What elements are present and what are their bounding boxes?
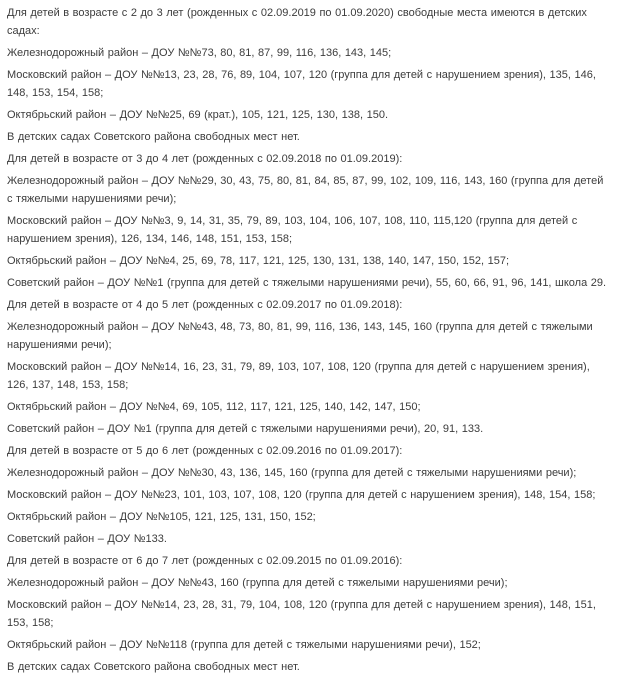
- age-section-6-7: [7, 552, 612, 676]
- district-line-sovetsky: Советский район – ДОУ №№1 (группа для детей с тяжелыми нарушениями речи), 55, 60, 66, 91, 96, 141, школа 29.: [7, 277, 607, 289]
- district-line-sovetsky: Советский район – ДОУ №1 (группа для детей с тяжелыми нарушениями речи), 20, 91, 133.: [7, 423, 484, 435]
- district-line-moskovsky: Московский район – ДОУ №№13, 23, 28, 76, 89, 104, 107, 120 (группа для детей с нарушением зрения), 135, 146, 148, 153, 154, 158;: [7, 69, 596, 99]
- age-section-header: Для детей в возрасте от 3 до 4 лет (рожденных с 02.09.2018 по 01.09.2019):: [7, 153, 403, 165]
- district-line-moskovsky: Московский район – ДОУ №№14, 23, 28, 31, 79, 104, 108, 120 (группа для детей с нарушением зрения), 148, 151, 153, 158;: [7, 599, 596, 629]
- district-line-zheleznodorozhny: Железнодорожный район – ДОУ №№43, 48, 73, 80, 81, 99, 116, 136, 143, 145, 160 (группа для детей с тяжелыми нарушениями речи);: [7, 321, 593, 351]
- district-line-moskovsky: Московский район – ДОУ №№14, 16, 23, 31, 79, 89, 103, 107, 108, 120 (группа для детей с нарушением зрения), 126, 137, 148, 153, 158;: [7, 361, 590, 391]
- district-line-zheleznodorozhny: Железнодорожный район – ДОУ №№43, 160 (группа для детей с тяжелыми нарушениями речи);: [7, 577, 508, 589]
- age-section-header: Для детей в возрасте от 4 до 5 лет (рожденных с 02.09.2017 по 01.09.2018):: [7, 299, 403, 311]
- age-section-3-4: [7, 150, 612, 292]
- age-section-header: Для детей в возрасте с 2 до 3 лет (рожденных с 02.09.2019 по 01.09.2020) свободные места имеются в детских садах:: [7, 7, 587, 37]
- district-line-zheleznodorozhny: Железнодорожный район – ДОУ №№30, 43, 136, 145, 160 (группа для детей с тяжелыми нарушениями речи);: [7, 467, 577, 479]
- district-line-zheleznodorozhny: Железнодорожный район – ДОУ №№29, 30, 43, 75, 80, 81, 84, 85, 87, 99, 102, 109, 116, 143, 160 (группа для детей с тяжелыми нарушениями речи);: [7, 175, 604, 205]
- district-line-sovetsky: Советский район – ДОУ №133.: [7, 533, 167, 545]
- district-line-moskovsky: Московский район – ДОУ №№23, 101, 103, 107, 108, 120 (группа для детей с нарушением зрения), 148, 154, 158;: [7, 489, 596, 501]
- district-line-moskovsky: Московский район – ДОУ №№3, 9, 14, 31, 35, 79, 89, 103, 104, 106, 107, 108, 110, 115,120 (группа для детей с нарушением зрения), 126, 134, 146, 148, 151, 153, 158;: [7, 215, 578, 245]
- age-section-5-6: [7, 442, 612, 548]
- district-line-oktyabrsky: Октябрьский район – ДОУ №№105, 121, 125, 131, 150, 152;: [7, 511, 316, 523]
- age-section-4-5: [7, 296, 612, 438]
- no-places-note-sovetsky: В детских садах Советского района свободных мест нет.: [7, 131, 300, 143]
- district-line-zheleznodorozhny: Железнодорожный район – ДОУ №№73, 80, 81, 87, 99, 116, 136, 143, 145;: [7, 47, 392, 59]
- age-section-header: Для детей в возрасте от 5 до 6 лет (рожденных с 02.09.2016 по 01.09.2017):: [7, 445, 403, 457]
- district-line-oktyabrsky: Октябрьский район – ДОУ №№25, 69 (крат.), 105, 121, 125, 130, 138, 150.: [7, 109, 388, 121]
- age-section-header: Для детей в возрасте от 6 до 7 лет (рожденных с 02.09.2015 по 01.09.2016):: [7, 555, 403, 567]
- district-line-oktyabrsky: Октябрьский район – ДОУ №№118 (группа для детей с тяжелыми нарушениями речи), 152;: [7, 639, 481, 651]
- district-line-oktyabrsky: Октябрьский район – ДОУ №№4, 69, 105, 112, 117, 121, 125, 140, 142, 147, 150;: [7, 401, 421, 413]
- district-line-oktyabrsky: Октябрьский район – ДОУ №№4, 25, 69, 78, 117, 121, 125, 130, 131, 138, 140, 147, 150, 152, 157;: [7, 255, 510, 267]
- age-section-2-3: [7, 4, 612, 146]
- no-places-note-sovetsky: В детских садах Советского района свободных мест нет.: [7, 661, 300, 673]
